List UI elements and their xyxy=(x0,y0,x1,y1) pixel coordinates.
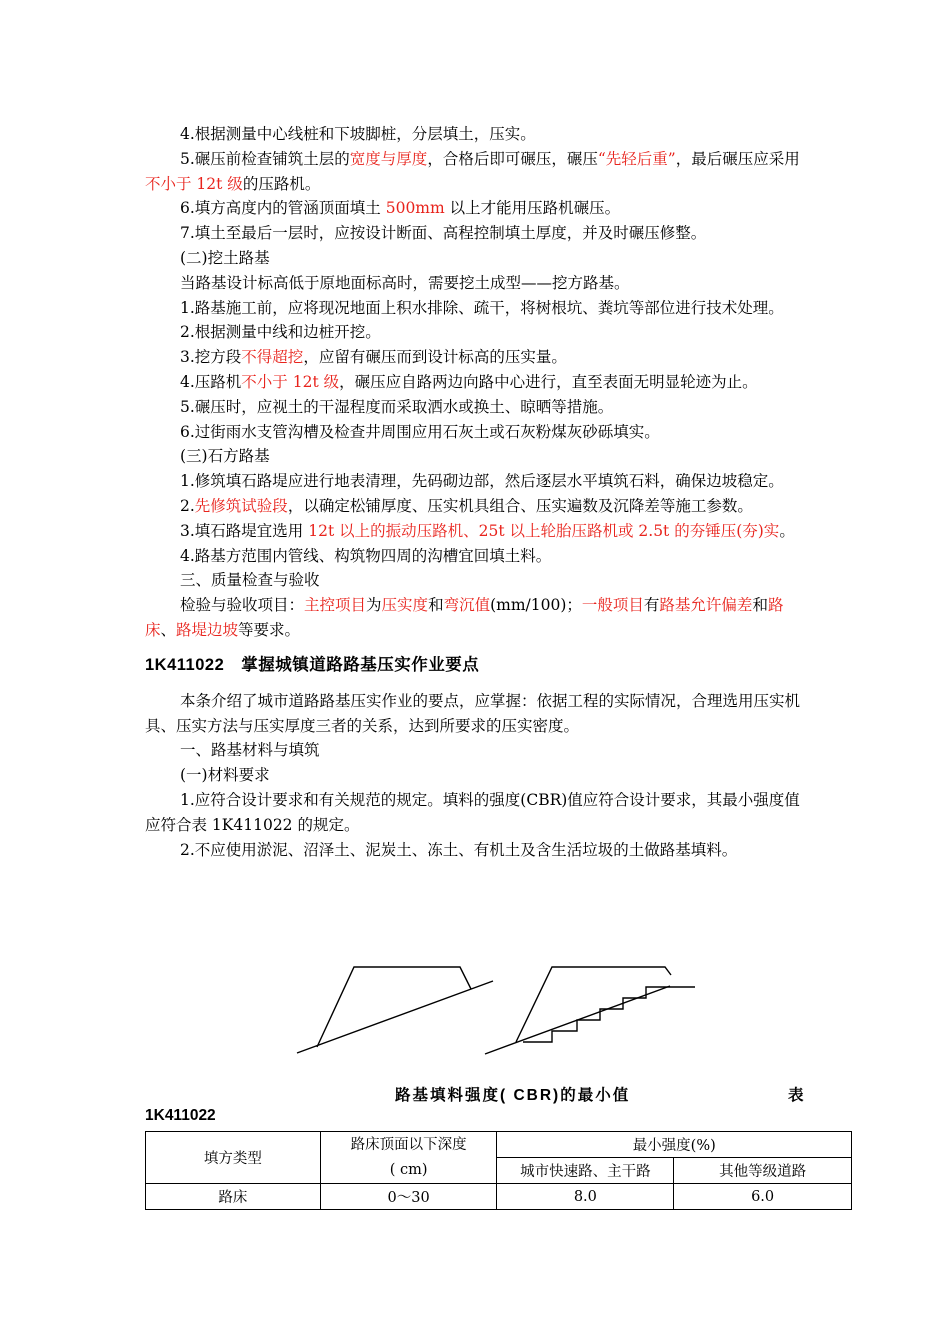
paragraph xyxy=(145,494,810,519)
highlighted-text: 不得超挖 xyxy=(241,348,304,367)
text-run: 4.根据测量中心线桩和下坡脚桩，分层填土，压实。 xyxy=(180,125,536,143)
highlighted-text: 路堤边坡 xyxy=(176,620,239,639)
header-fill-type: 填方类型 xyxy=(146,1132,321,1184)
paragraph xyxy=(145,444,810,469)
highlighted-text: 12t 以上的振动压路机、25t 以上轮胎压路机或 2.5t 的夯锤压(夯)实 xyxy=(308,521,780,540)
text-run: 1.应符合设计要求和有关规范的规定。填料的强度(CBR)值应符合设计要求，其最小强度值应符合表 1K411022 的规定。 xyxy=(145,790,800,834)
paragraph xyxy=(145,788,810,838)
highlighted-text: 宽度与厚度 xyxy=(349,149,428,168)
text-run: 4.路基方范围内管线、构筑物四周的沟槽宜回填土料。 xyxy=(180,546,552,565)
text-run: 的压路机。 xyxy=(242,174,321,193)
paragraph xyxy=(145,469,810,494)
text-run: 和 xyxy=(428,596,444,615)
paragraph xyxy=(145,296,810,321)
text-run: 3.挖方段 xyxy=(180,348,242,367)
text-run: 5.碾压时，应视土的干湿程度而采取洒水或换土、晾晒等措施。 xyxy=(180,397,614,416)
paragraph-block xyxy=(145,689,810,863)
highlighted-text: 弯沉值 xyxy=(443,596,491,615)
text-run: 三、质量检查与验收 xyxy=(180,571,320,590)
text-run: 1.路基施工前，应将现况地面上积水排除、疏干，将树根坑、粪坑等部位进行技术处理。 xyxy=(180,298,784,317)
text-run: 6.过街雨水支管沟槽及检查井周围应用石灰土或石灰粉煤灰砂砾填实。 xyxy=(180,422,660,441)
text-run: (mm/100)； xyxy=(490,596,582,615)
text-run: 4.压路机 xyxy=(180,372,242,391)
paragraph xyxy=(145,689,810,739)
cell-depth: 0～30 xyxy=(320,1184,497,1210)
text-run: 2. xyxy=(180,496,195,515)
table-caption: 路基填料强度( CBR)的最小值 xyxy=(395,1087,631,1104)
paragraph xyxy=(145,593,810,643)
highlighted-text: 一般项目 xyxy=(581,596,644,615)
header-min-strength: 最小强度(%) xyxy=(497,1132,852,1158)
highlighted-text: 500mm xyxy=(385,199,445,218)
cell-other-value: 6.0 xyxy=(674,1184,852,1210)
text-run: 检验与验收项目： xyxy=(180,596,305,615)
body-text xyxy=(145,122,810,862)
highlighted-text: 路基允许偏差 xyxy=(659,596,753,615)
text-run: 以上才能用压路机碾压。 xyxy=(444,199,621,218)
table-id: 1K411022 xyxy=(145,1107,216,1124)
text-run: 等要求。 xyxy=(238,620,301,639)
embankment-outline xyxy=(317,967,471,1047)
text-run: ，最后碾压应采用 xyxy=(675,149,800,168)
paragraph xyxy=(145,738,810,763)
paragraph xyxy=(145,196,810,221)
text-run: 6.填方高度内的管涵顶面填土 xyxy=(180,199,386,218)
stepped-embankment-outline xyxy=(516,967,671,1042)
header-expressway: 城市快速路、主干路 xyxy=(497,1158,674,1184)
text-run: (二)挖土路基 xyxy=(180,248,270,267)
text-run: 一、路基材料与填筑 xyxy=(180,741,320,760)
paragraph xyxy=(145,519,810,544)
paragraph xyxy=(145,147,810,197)
text-run: 2.不应使用淤泥、沼泽土、泥炭土、冻土、有机土及含生活垃圾的土做路基填料。 xyxy=(180,840,738,859)
text-run: (三)石方路基 xyxy=(180,447,270,466)
table-caption-label: 表 xyxy=(788,1087,804,1104)
highlighted-text: “先轻后重” xyxy=(597,149,676,168)
text-run: 2.根据测量中线和边桩开挖。 xyxy=(180,323,381,342)
header-depth-line1: 路床顶面以下深度 xyxy=(350,1136,467,1153)
text-run: 有 xyxy=(643,596,660,615)
cell-expressway-value: 8.0 xyxy=(497,1184,674,1210)
highlighted-text: 路床 xyxy=(145,596,784,639)
text-run: ，以确定松铺厚度、压实机具组合、压实遍数及沉降差等施工参数。 xyxy=(287,496,753,515)
highlighted-text: 不小于 12t 级 xyxy=(241,372,340,391)
cell-fill-type: 路床 xyxy=(146,1184,321,1210)
text-run: 5.碾压前检查铺筑土层的 xyxy=(180,149,350,168)
text-run: ，合格后即可碾压，碾压 xyxy=(427,149,598,168)
highlighted-text: 主控项目 xyxy=(304,596,367,615)
text-run: 3.填石路堤宜选用 xyxy=(180,521,309,540)
text-run: ，碾压应自路两边向路中心进行，直至表面无明显轮迹为止。 xyxy=(339,372,758,391)
paragraph xyxy=(145,370,810,395)
paragraph xyxy=(145,763,810,788)
section-heading: 1K411022 掌握城镇道路路基压实作业要点 xyxy=(145,655,480,674)
header-other-roads: 其他等级道路 xyxy=(674,1158,852,1184)
paragraph xyxy=(145,568,810,593)
table-row xyxy=(146,1184,852,1210)
paragraph xyxy=(145,345,810,370)
text-run: 当路基设计标高低于原地面标高时，需要挖土成型——挖方路基。 xyxy=(180,273,630,292)
paragraph xyxy=(145,395,810,420)
paragraph xyxy=(145,420,810,445)
highlighted-text: 先修筑试验段 xyxy=(194,496,288,515)
text-run: 、 xyxy=(160,620,177,639)
text-run: 和 xyxy=(752,596,768,615)
embankment-diagram xyxy=(290,955,710,1065)
text-run: (一)材料要求 xyxy=(180,766,270,785)
paragraph xyxy=(145,271,810,296)
paragraph-block xyxy=(145,122,810,643)
text-run: 本条介绍了城市道路路基压实作业的要点，应掌握：依据工程的实际情况，合理选用压实机具、压实方法与压实厚度三者的关系，达到所要求的压实密度。 xyxy=(145,691,801,735)
paragraph xyxy=(145,320,810,345)
highlighted-text: 不小于 12t 级 xyxy=(145,174,243,193)
paragraph xyxy=(145,544,810,569)
text-run: 7.填土至最后一层时，应按设计断面、高程控制填土厚度，并及时碾压修整。 xyxy=(180,224,707,243)
highlighted-text: 压实度 xyxy=(381,596,429,615)
ground-line xyxy=(297,981,493,1053)
text-run: 。 xyxy=(779,521,795,540)
header-depth-line2: ( cm) xyxy=(389,1161,428,1178)
cbr-table xyxy=(145,1131,852,1210)
text-run: 为 xyxy=(366,596,382,615)
paragraph xyxy=(145,838,810,863)
paragraph xyxy=(145,246,810,271)
text-run: 1.修筑填石路堤应进行地表清理，先码砌边部，然后逐层水平填筑石料，确保边坡稳定。 xyxy=(180,472,784,491)
paragraph xyxy=(145,122,810,147)
header-depth xyxy=(320,1132,497,1184)
paragraph xyxy=(145,221,810,246)
benching-steps xyxy=(523,987,695,1042)
text-run: ，应留有碾压而到设计标高的压实量。 xyxy=(303,348,567,367)
